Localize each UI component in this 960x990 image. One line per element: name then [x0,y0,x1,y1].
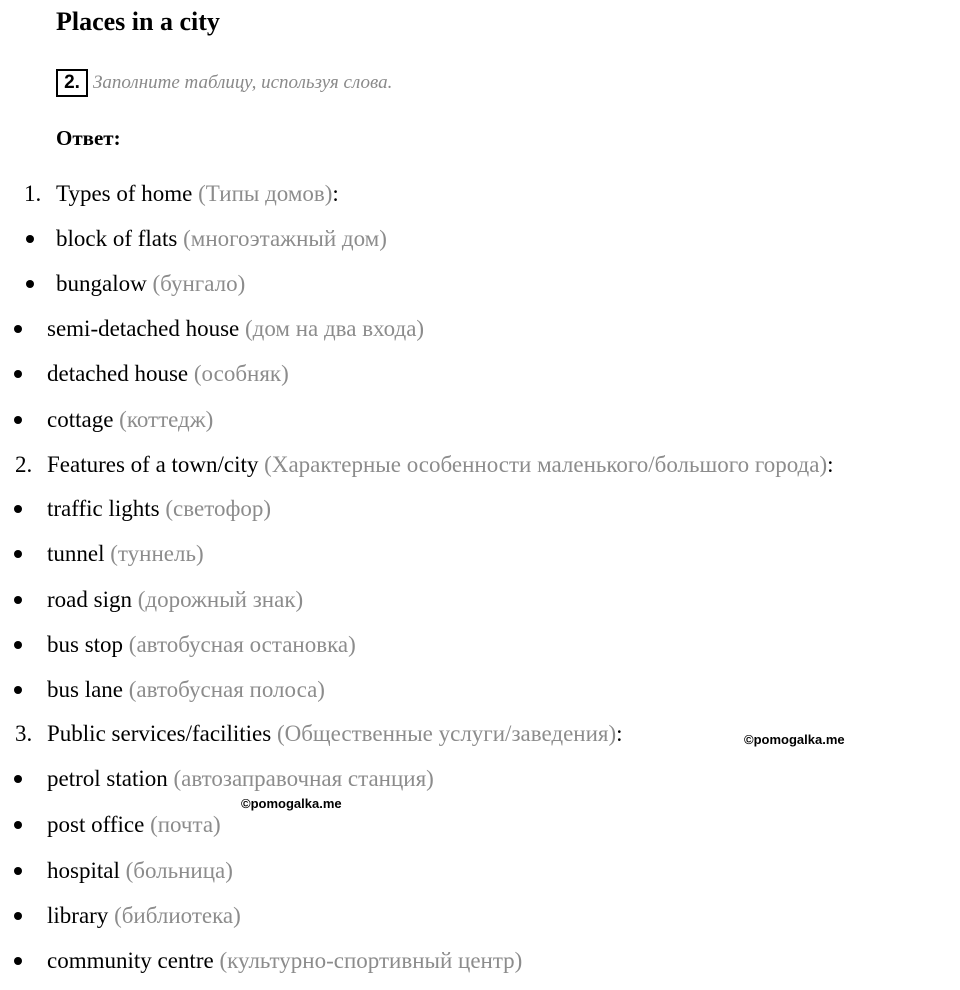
list-item-text [47,718,623,750]
list-section-heading [0,178,940,210]
bullet-icon [14,325,22,333]
bullet-icon [14,686,22,694]
heading-colon: : [332,181,339,206]
bullet-icon [14,775,22,783]
russian-translation: (дом на два входа) [244,316,425,341]
english-term: post office [47,812,145,837]
list-item-text [47,584,303,616]
list-item-text [47,629,356,661]
bullet-icon [14,416,22,424]
list-item [0,629,940,661]
list-number: 2. [15,452,33,477]
english-term: community centre [47,948,214,973]
bullet-icon [14,867,22,875]
list-item [0,268,940,300]
russian-translation: (коттедж) [119,407,214,432]
list-item [0,313,940,345]
english-term: bungalow [56,271,147,296]
list-item-text [47,404,213,436]
list-item-text [47,855,233,887]
list-item-text [47,763,434,795]
list-item [0,855,940,887]
bullet-icon [14,821,22,829]
russian-translation: (особняк) [193,361,289,386]
list-item [0,404,940,436]
english-term: library [47,903,109,928]
russian-translation: (дорожный знак) [137,587,304,612]
list-item [0,674,940,706]
russian-translation: (Характерные особенности маленького/большого города) [264,452,828,477]
list-item-text [47,449,834,481]
bullet-icon [26,235,34,243]
english-term: hospital [47,858,120,883]
list-item-text [56,268,245,300]
bullet-icon [14,505,22,513]
watermark: ©pomogalka.me [241,796,342,811]
english-term: petrol station [47,766,168,791]
russian-translation: (бунгало) [152,271,246,296]
english-term: bus lane [47,677,124,702]
list-number: 1. [24,181,42,206]
bullet-icon [14,370,22,378]
list-item [0,763,940,795]
answer-label: Ответ: [56,126,121,150]
russian-translation: (Типы домов) [198,181,333,206]
english-term: Features of a town/city [47,452,259,477]
list-item [0,900,940,932]
task-header [56,69,392,97]
heading-colon: : [616,721,623,746]
list-item-text [47,945,522,977]
english-term: traffic lights [47,496,160,521]
list-item-text [56,223,387,255]
english-term: semi-detached house [47,316,240,341]
page-title: Places in a city [56,7,220,36]
english-term: road sign [47,587,132,612]
list-item [0,584,940,616]
bullet-icon [14,596,22,604]
russian-translation: (автобусная полоса) [128,677,325,702]
list-item-text [47,538,204,570]
watermark: ©pomogalka.me [744,732,845,747]
list-item [0,358,940,390]
list-item [0,945,940,977]
heading-colon: : [827,452,834,477]
russian-translation: (Общественные услуги/заведения) [276,721,617,746]
list-item-text [47,313,424,345]
list-item-text [47,900,241,932]
list-item-text [47,493,271,525]
task-instruction: Заполните таблицу, используя слова. [93,72,393,93]
russian-translation: (культурно-спортивный центр) [219,948,523,973]
russian-translation: (светофор) [165,496,272,521]
list-number: 3. [15,721,33,746]
list-item [0,809,940,841]
russian-translation: (библиотека) [114,903,241,928]
list-section-heading [0,449,940,481]
bullet-icon [14,912,22,920]
list-item-text [47,358,289,390]
english-term: detached house [47,361,189,386]
russian-translation: (почта) [150,812,221,837]
russian-translation: (автозаправочная станция) [173,766,434,791]
english-term: bus stop [47,632,124,657]
bullet-icon [14,957,22,965]
list-item-text [56,178,339,210]
english-term: Public services/facilities [47,721,272,746]
russian-translation: (автобусная остановка) [128,632,356,657]
english-term: Types of home [56,181,193,206]
list-item [0,538,940,570]
english-term: block of flats [56,226,178,251]
task-number: 2. [56,69,88,97]
english-term: cottage [47,407,114,432]
list-item [0,493,940,525]
english-term: tunnel [47,541,105,566]
russian-translation: (многоэтажный дом) [183,226,387,251]
list-item-text [47,809,221,841]
bullet-icon [14,550,22,558]
russian-translation: (туннель) [110,541,204,566]
bullet-icon [14,641,22,649]
russian-translation: (больница) [125,858,233,883]
list-item-text [47,674,325,706]
bullet-icon [26,280,34,288]
list-item [0,223,940,255]
